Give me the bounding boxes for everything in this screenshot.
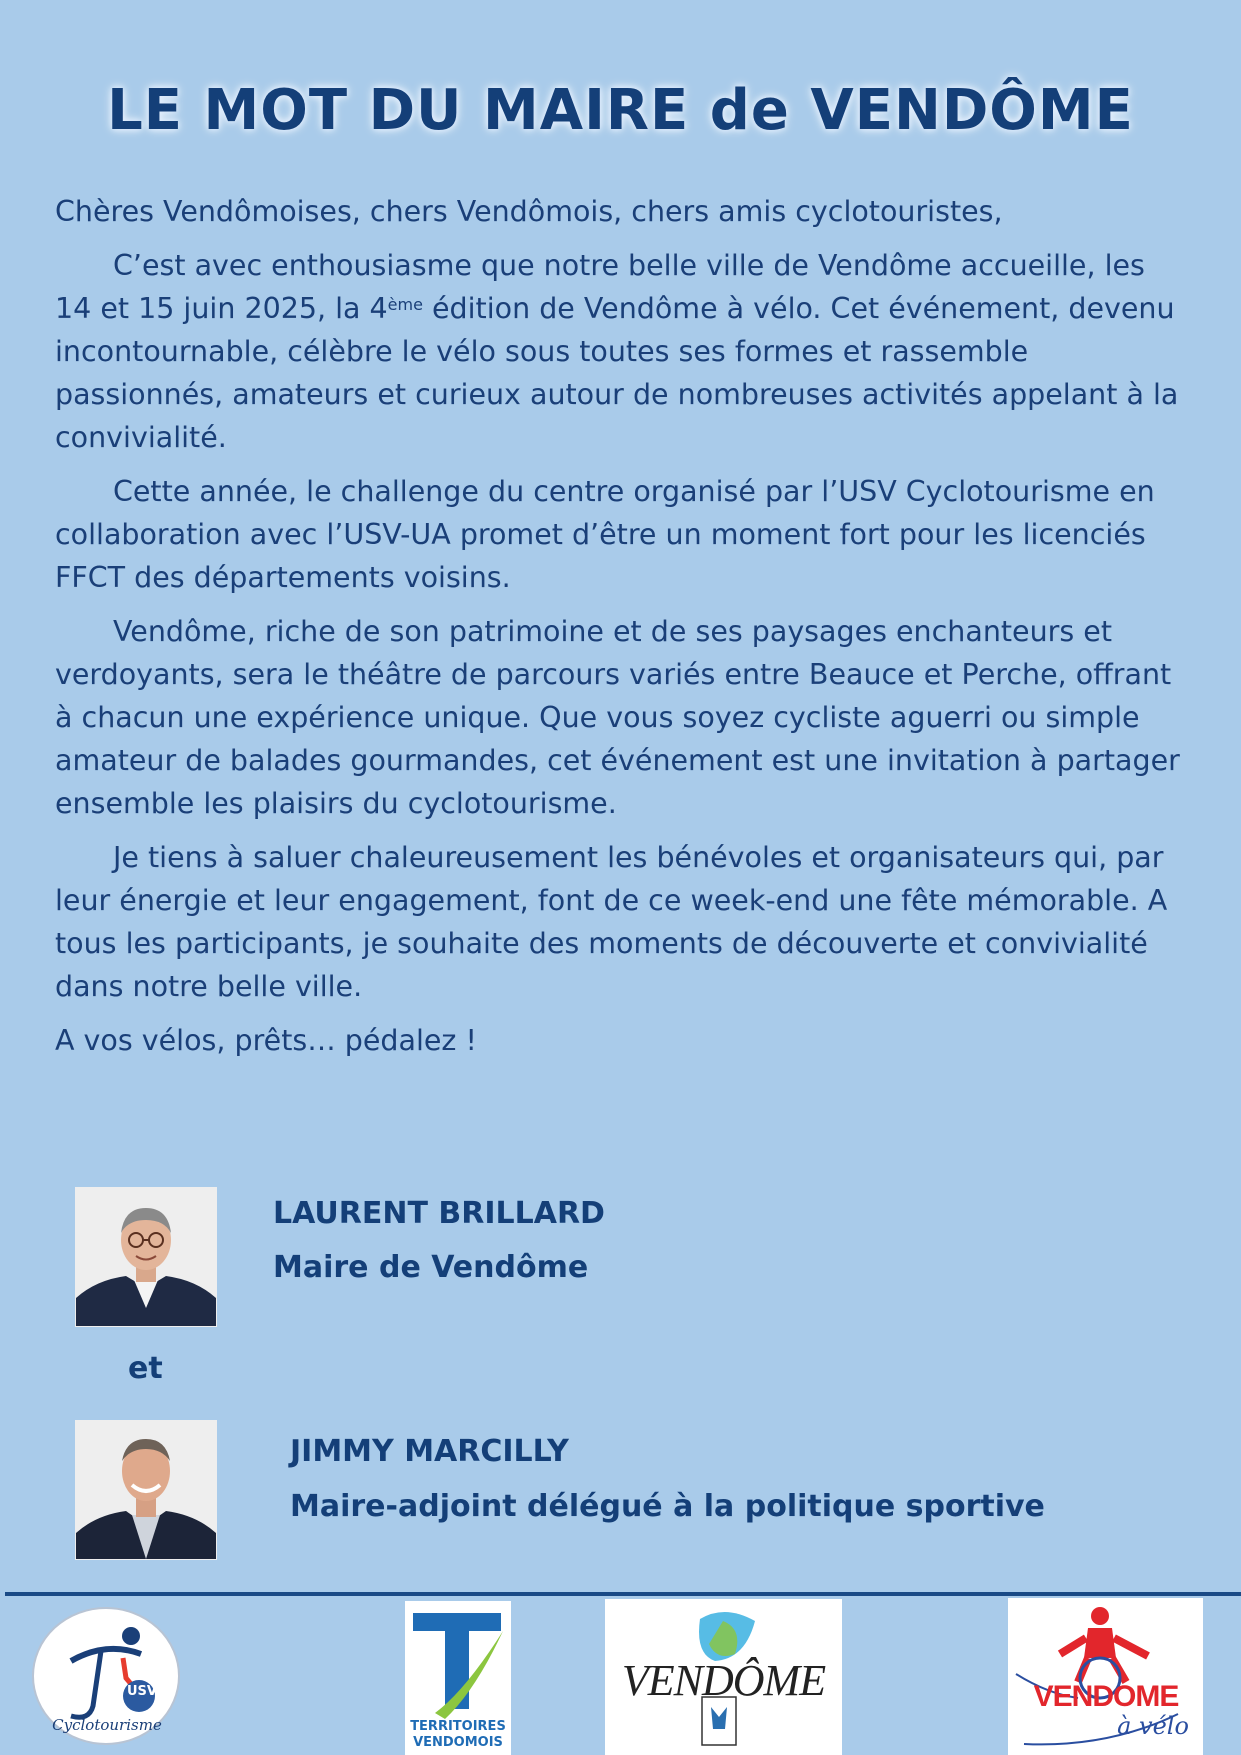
vendome-a-velo-logo [1008,1598,1203,1755]
portrait-1-icon [76,1188,216,1326]
velo-word-2: à vélo [1117,1712,1189,1740]
vendome-city-logo [605,1599,842,1755]
paragraph-3: Vendôme, riche de son patrimoine et de ses paysages enchanteurs et verdoyants, sera le théâtre de parcours variés entre Beauce et Perche, offrant à chacun une expérience unique. Que vous soyez cycliste aguerri ou simple amateur de balades gourmandes, cet événement est une invitation à partager ensemble les plaisirs du cyclotourisme. [55,615,1180,820]
usv-cyclotourisme-logo [31,1606,181,1746]
usv-script-text: Cyclotourisme [52,1716,162,1734]
photo-jimmy-marcilly [75,1420,217,1560]
photo-laurent-brillard [75,1187,217,1327]
vendome-word: VENDÔME [621,1656,826,1705]
paragraph-1-text-b: édition de Vendôme à vélo. Cet événement, devenu incontournable, célèbre le vélo sous toutes ses formes et rassemble passionnés, amateurs et curieux autour de nombreuses activités appelant à la convivialité. [55,292,1179,454]
territoires-line-2: VENDOMOIS [413,1735,503,1750]
greeting: Chères Vendômoises, chers Vendômois, chers amis cyclotouristes, [55,195,1003,228]
paragraph-4: Je tiens à saluer chaleureusement les bénévoles et organisateurs qui, par leur énergie et leur engagement, font de ce week-end une fête mémorable. A tous les participants, je souhaite des moments de découverte et convivialité dans notre belle ville. [55,841,1168,1003]
conjunction: et [128,1351,163,1386]
portrait-2-icon [76,1421,216,1559]
usv-badge-text: USV [127,1684,157,1699]
paragraph-1 [55,244,1190,459]
velo-word-1: VENDOME [1033,1680,1179,1713]
signatory-1-role: Maire de Vendôme [273,1250,589,1285]
territoires-vendomois-logo [405,1601,511,1755]
ordinal-suffix: ème [387,295,423,314]
closing-line: A vos vélos, prêts… pédalez ! [55,1024,477,1057]
page-title: LE MOT DU MAIRE de VENDÔME [107,78,1134,143]
territoires-line-1: TERRITOIRES [410,1719,506,1734]
signatory-2-role: Maire-adjoint délégué à la politique sportive [290,1489,1045,1524]
signatory-2-name: JIMMY MARCILLY [290,1434,569,1469]
letter-body [55,190,1190,1073]
paragraph-1-text-a: C’est avec enthousiasme que notre belle ville de Vendôme accueille, les 14 et 15 juin 2025, la 4 [55,249,1145,325]
signatory-1-name: LAURENT BRILLARD [273,1196,605,1231]
footer-divider [5,1592,1241,1596]
paragraph-2: Cette année, le challenge du centre organisé par l’USV Cyclotourisme en collaboration avec l’USV-UA promet d’être un moment fort pour les licenciés FFCT des départements voisins. [55,475,1155,594]
